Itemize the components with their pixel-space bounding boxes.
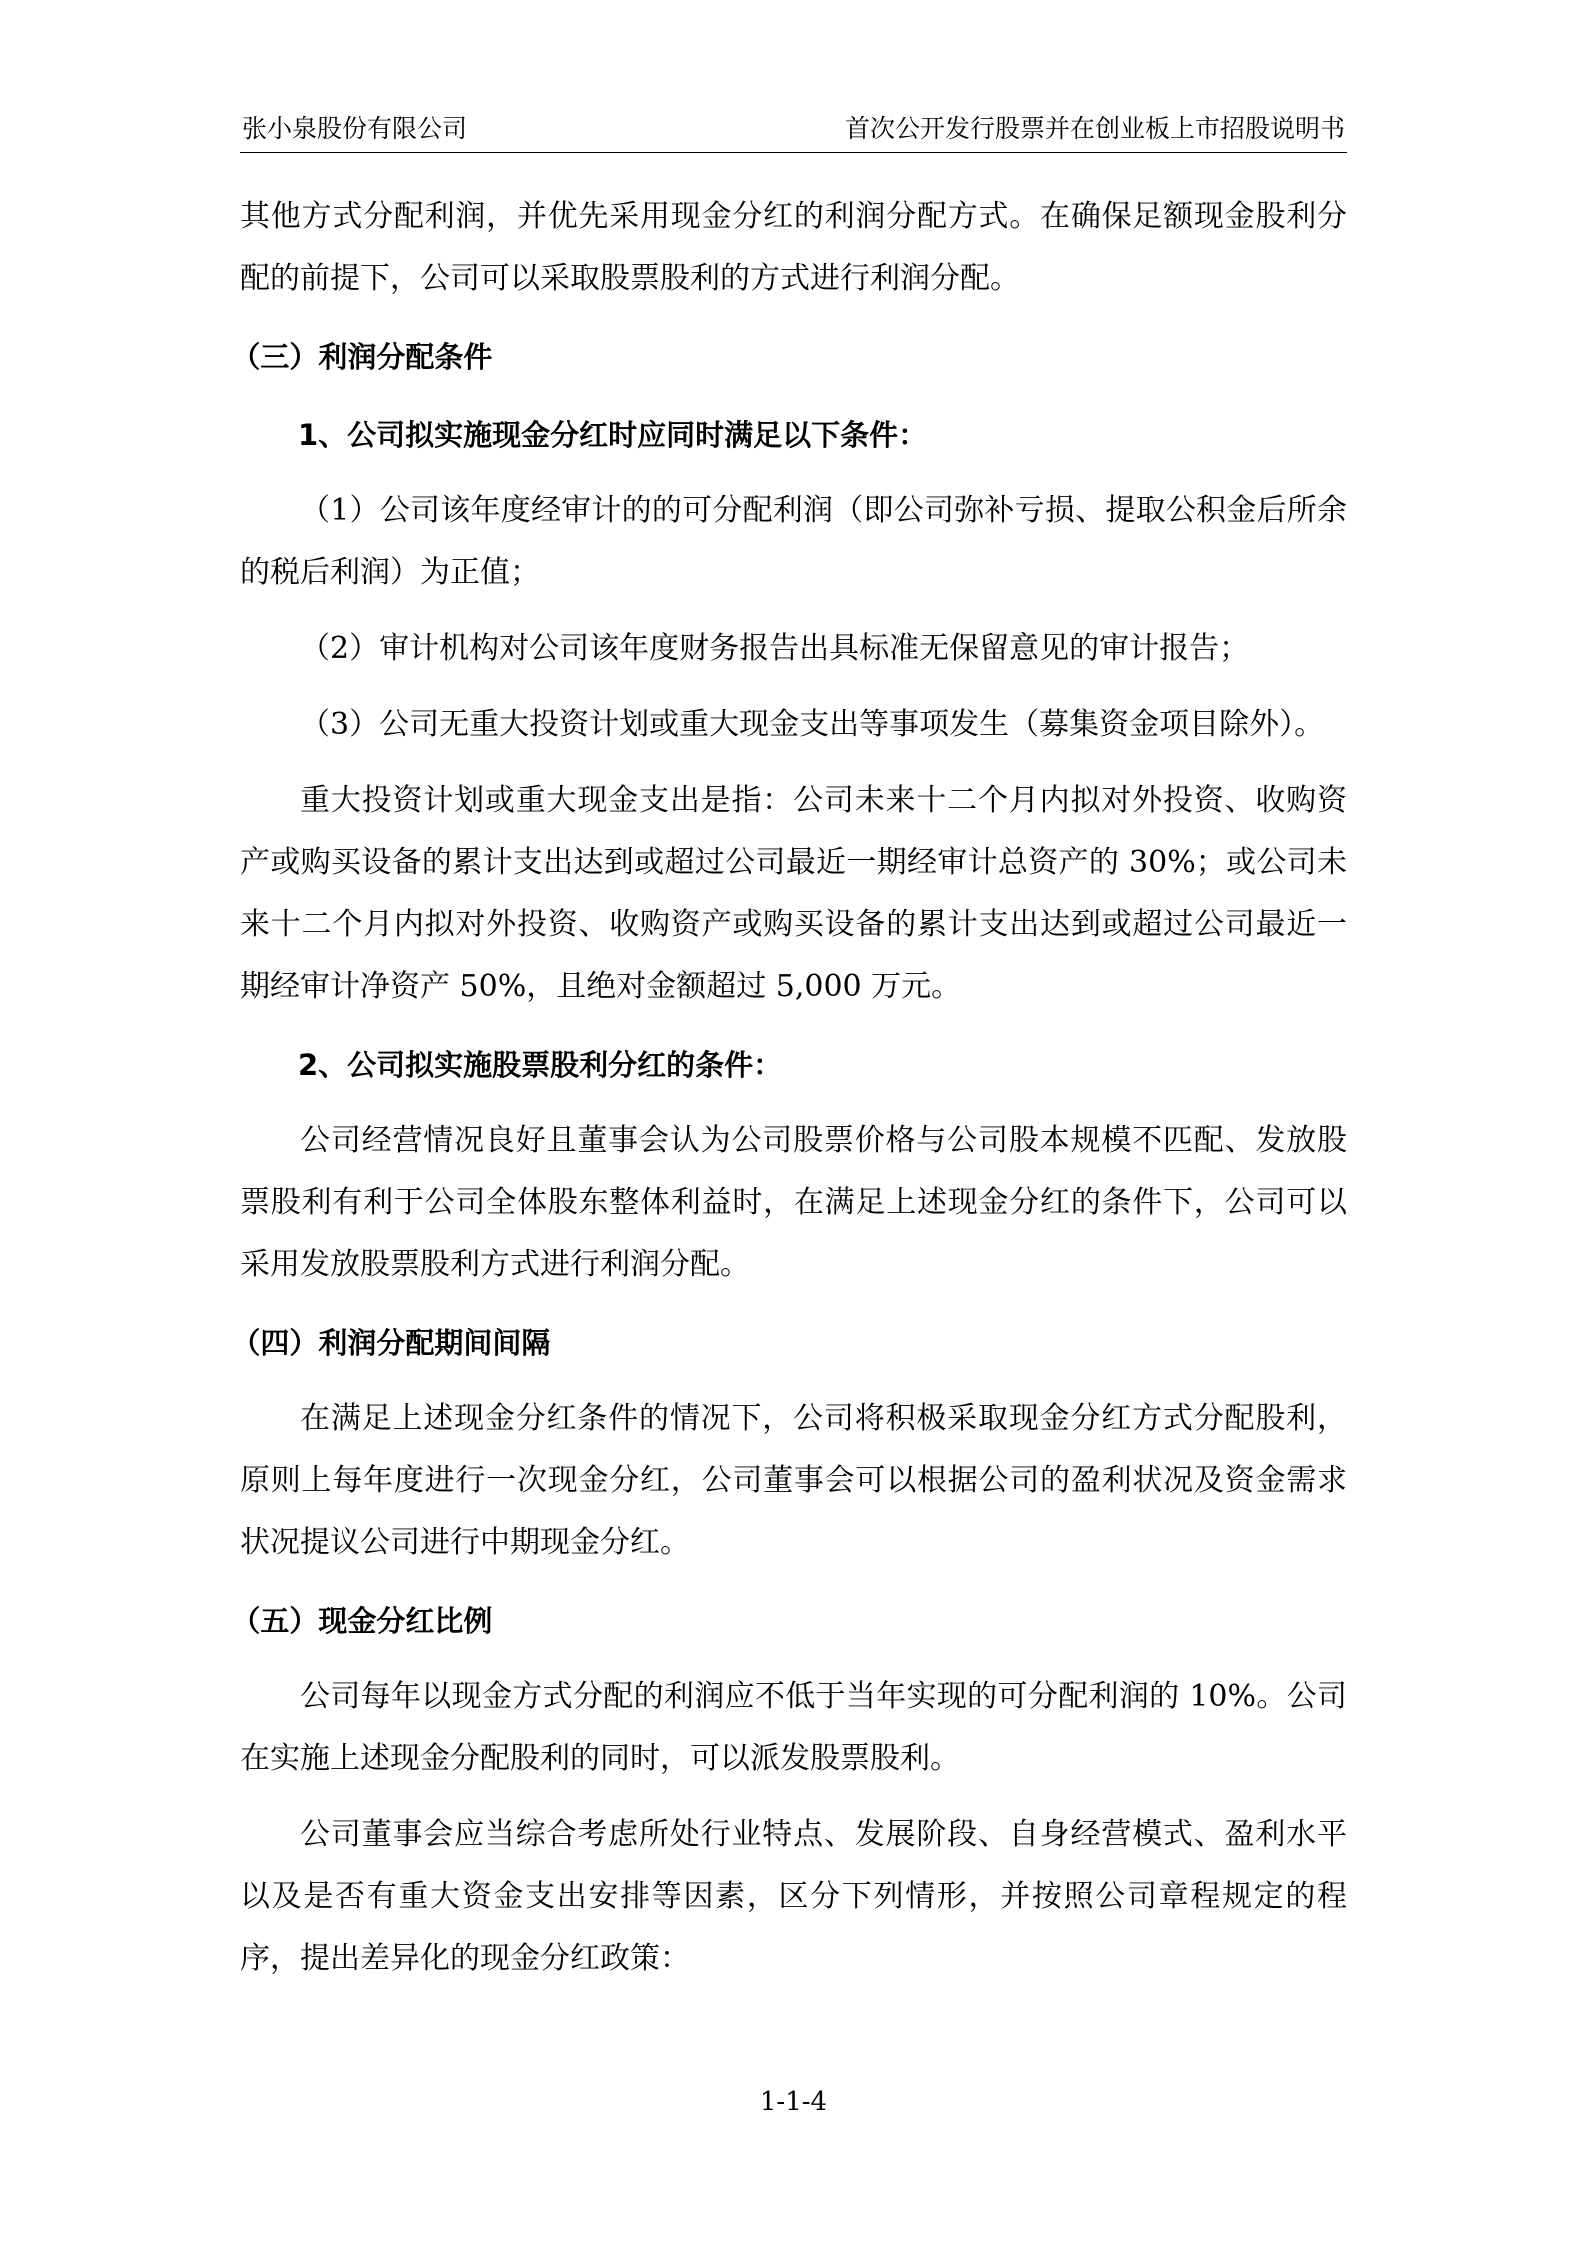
subheading-stock-dividend-conditions: 2、公司拟实施股票股利分红的条件： — [298, 1048, 783, 1082]
section-heading-distribution-conditions: （三）利润分配条件 — [231, 340, 493, 374]
condition-item-3: （3）公司无重大投资计划或重大现金支出等事项发生（募集资金项目除外）。 — [300, 707, 1325, 742]
header-document-title: 首次公开发行股票并在创业板上市招股说明书 — [844, 114, 1345, 143]
paragraph-distribution-interval: 在满足上述现金分红条件的情况下，公司将积极采取现金分红方式分配股利，原则上每年度进行一次现金分红，公司董事会可以根据公司的盈利状况及资金需求状况提议公司进行中期现金分红。 — [240, 1401, 1347, 1560]
paragraph-major-investment-definition: 重大投资计划或重大现金支出是指：公司未来十二个月内拟对外投资、收购资产或购买设备的累计支出达到或超过公司最近一期经审计总资产的 30%；或公司未来十二个月内拟对外投资、收购资产或购买设备的累计支出达到或超过公司最近一期经审计净资产 50%，且绝对金额超过 5,000 万元。 — [240, 783, 1347, 1004]
page-body — [231, 186, 1347, 1990]
paragraph-stock-dividend: 公司经营情况良好且董事会认为公司股票价格与公司股本规模不匹配、发放股票股利有利于公司全体股东整体利益时，在满足上述现金分红的条件下，公司可以采用发放股票股利方式进行利润分配。 — [240, 1123, 1347, 1282]
header-company-name: 张小泉股份有限公司 — [242, 114, 468, 143]
condition-item-1: （1）公司该年度经审计的的可分配利润（即公司弥补亏损、提取公积金后所余的税后利润）为正值； — [240, 493, 1347, 590]
paragraph-distribution-method: 其他方式分配利润，并优先采用现金分红的利润分配方式。在确保足额现金股利分配的前提下，公司可以采取股票股利的方式进行利润分配。 — [240, 199, 1347, 296]
subheading-cash-dividend-conditions: 1、公司拟实施现金分红时应同时满足以下条件： — [298, 418, 928, 452]
section-heading-distribution-interval: （四）利润分配期间间隔 — [231, 1326, 551, 1360]
condition-item-2: （2）审计机构对公司该年度财务报告出具标准无保留意见的审计报告； — [300, 631, 1250, 666]
header-divider — [240, 152, 1347, 153]
paragraph-cash-dividend-ratio: 公司每年以现金方式分配的利润应不低于当年实现的可分配利润的 10%。公司在实施上述现金分配股利的同时，可以派发股票股利。 — [240, 1679, 1347, 1776]
page-number: 1-1-4 — [759, 2087, 828, 2117]
section-heading-cash-dividend-ratio: （五）现金分红比例 — [231, 1604, 493, 1638]
paragraph-differentiated-policy: 公司董事会应当综合考虑所处行业特点、发展阶段、自身经营模式、盈利水平以及是否有重大资金支出安排等因素，区分下列情形，并按照公司章程规定的程序，提出差异化的现金分红政策： — [240, 1817, 1347, 1976]
